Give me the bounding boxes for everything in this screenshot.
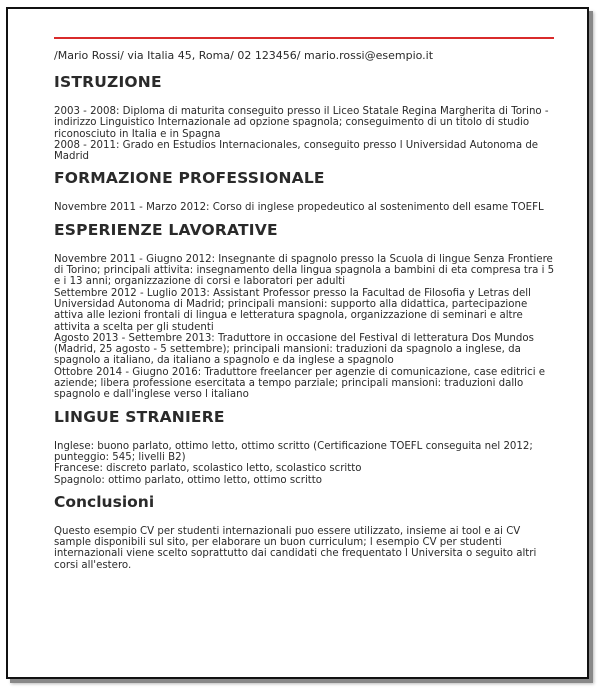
lingue-entry: Francese: discreto parlato, scolastico letto, scolastico scritto (54, 463, 362, 475)
section-title-lingue: LINGUE STRANIERE (54, 407, 225, 426)
lingue-entry: Spagnolo: ottimo parlato, ottimo letto, ottimo scritto (54, 474, 323, 486)
istruzione-entry: 2008 - 2011: Grado en Estudios Internacionales, conseguito presso l Universidad Autonoma de Madrid (54, 139, 539, 163)
esperienze-entry: Agosto 2013 - Settembre 2013: Traduttore in occasione del Festival di letteratura Dos Mundos (Madrid, 25 agosto - 5 settembre); principali mansioni: traduzioni da spagnolo a inglese, da spagnolo a italiano, da italiano a spagnolo e da inglese a spagnolo (54, 332, 534, 367)
conclusioni-text: Questo esempio CV per studenti internazionali puo essere utilizzato, insieme ai tool e ai CV sample disponibili sul sito, per elaborare un buon curriculum; l esempio CV per studenti internazionali viene scelto soprattutto dai candidati che frequentato l Universita o seguito altri corsi all'estero. (54, 525, 537, 571)
esperienze-entry: Novembre 2011 - Giugno 2012: Insegnante di spagnolo presso la Scuola di lingue Senza Frontiere di Torino; principali attivita: insegnamento della lingua spagnola a bambini di eta compresa tra i 5 e i 13 anni; organizzazione di corsi e laboratori per adulti (54, 253, 555, 288)
formazione-entry: Novembre 2011 - Marzo 2012: Corso di inglese propedeutico al sostenimento dell esame TOEFL (54, 202, 544, 214)
header-rule (54, 37, 554, 39)
lingue-entry: Inglese: buono parlato, ottimo letto, ottimo scritto (Certificazione TOEFL conseguita nel 2012; punteggio: 545; livelli B2) (54, 440, 533, 463)
section-title-conclusioni: Conclusioni (54, 492, 155, 511)
esperienze-entry: Ottobre 2014 - Giugno 2016: Traduttore freelancer per agenzie di comunicazione, case editrici e aziende; libera professione esercitata a tempo parziale; principali mansioni: traduzioni dallo spagnolo e dall'inglese verso l italiano (54, 366, 546, 401)
page-frame (6, 7, 589, 679)
esperienze-entry: Settembre 2012 - Luglio 2013: Assistant Professor presso la Facultad de Filosofia y Letras dell Universidad Autonoma di Madrid; principali mansioni: supporto alla didattica, partecipazione attiva alle lezioni frontali di lingua e letteratura spagnola, organizzazione di seminari e altre attivita a scelta per gli studenti (54, 287, 531, 333)
section-title-formazione: FORMAZIONE PROFESSIONALE (54, 169, 325, 188)
cv-document (54, 37, 559, 571)
contact-line: /Mario Rossi/ via Italia 45, Roma/ 02 123456/ mario.rossi@esempio.it (54, 49, 434, 62)
section-title-istruzione: ISTRUZIONE (54, 73, 162, 91)
istruzione-entry: 2003 - 2008: Diploma di maturita conseguito presso il Liceo Statale Regina Margherita di Torino - indirizzo Linguistico Internazionale ad opzione spagnola; conseguimento di un titolo di studio riconosciuto in Italia e in Spagna (54, 106, 549, 140)
section-title-esperienze: ESPERIENZE LAVORATIVE (54, 220, 278, 239)
